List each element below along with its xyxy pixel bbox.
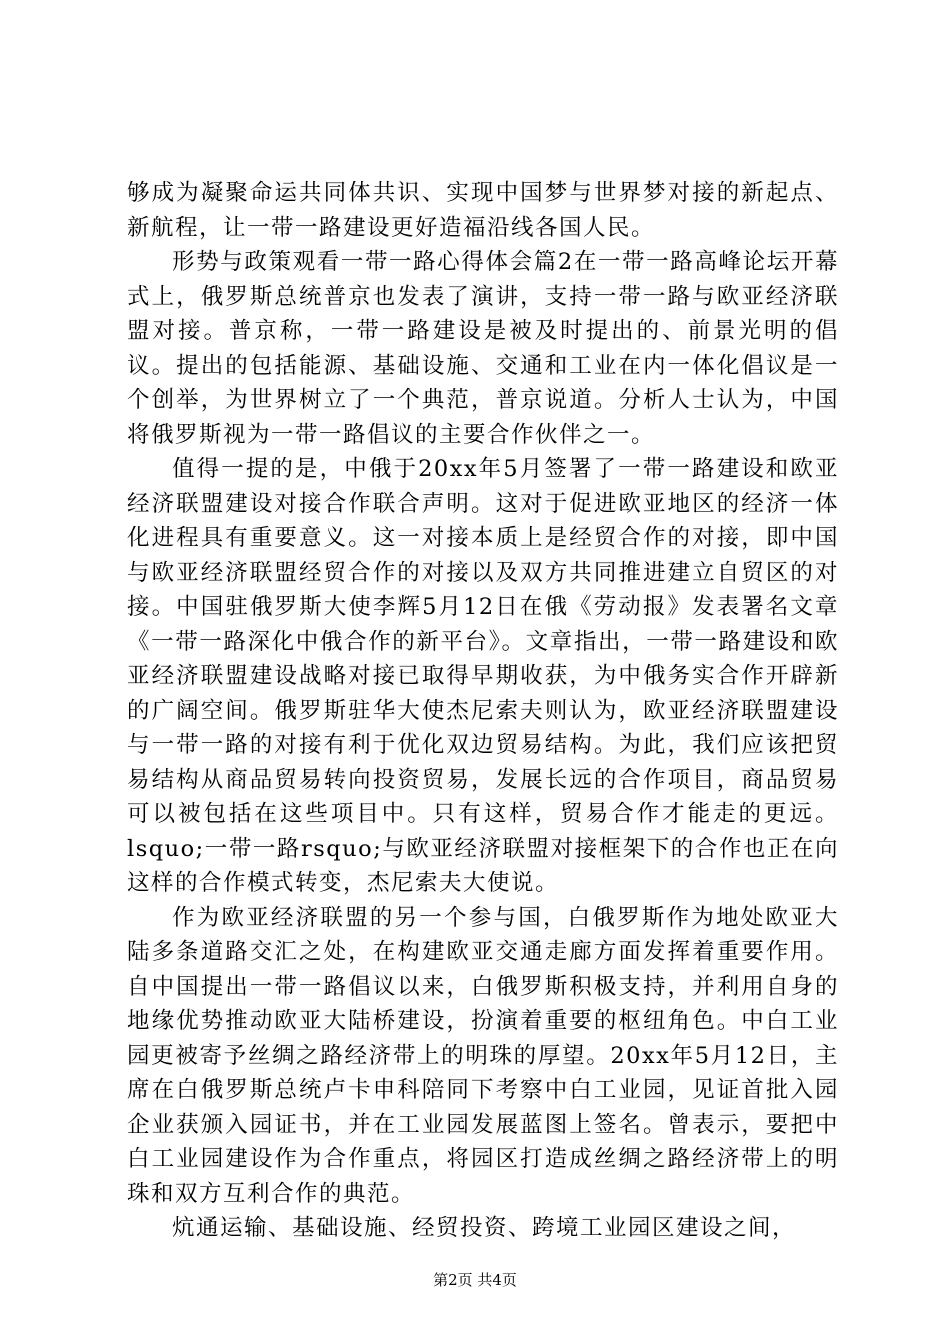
paragraph-putin-speech: 形势与政策观看一带一路心得体会篇2在一带一路高峰论坛开幕式上，俄罗斯总统普京也发表了演讲，支持一带一路与欧亚经济联盟对接。普京称，一带一路建设是被及时提出的、前景光明的倡议。提出的包括能源、基础设施、交通和工业在内一体化倡议是一个创举，为世界树立了一个典范，普京说道。分析人士认为，中国将俄罗斯视为一带一路倡议的主要合作伙伴之一。 xyxy=(127,249,839,448)
paragraph-joint-statement: 值得一提的是，中俄于20xx年5月签署了一带一路建设和欧亚经济联盟建设对接合作联合声明。这对于促进欧亚地区的经济一体化进程具有重要意义。这一对接本质上是经贸合作的对接，即中国与欧亚经济联盟经贸合作的对接以及双方共同推进建立自贸区的对接。中国驻俄罗斯大使李辉5月12日在俄《劳动报》发表署名文章《一带一路深化中俄合作的新平台》。文章指出，一带一路建设和欧亚经济联盟建设战略对接已取得早期收获，为中俄务实合作开辟新的广阔空间。俄罗斯驻华大使杰尼索夫则认为，欧亚经济联盟建设与一带一路的对接有利于优化双边贸易结构。为此，我们应该把贸易结构从商品贸易转向投资贸易，发展长远的合作项目，商品贸易可以被包括在这些项目中。只有这样，贸易合作才能走的更远。lsquo;一带一路rsquo;与欧亚经济联盟对接框架下的合作也正在向这样的合作模式转变，杰尼索夫大使说。 xyxy=(127,456,839,896)
paragraph-transport: 炕通运输、基础设施、经贸投资、跨境工业园区建设之间， xyxy=(172,1215,797,1241)
page-number: 第2页 共4页 xyxy=(433,1271,517,1289)
paragraph-belarus: 作为欧亚经济联盟的另一个参与国，白俄罗斯作为地处欧亚大陆多条道路交汇之处，在构建欧亚交通走廊方面发挥着重要作用。自中国提出一带一路倡议以来，白俄罗斯积极支持，并利用自身的地缘优势推动欧亚大陆桥建设，扮演着重要的枢纽角色。中白工业园更被寄予丝绸之路经济带上的明珠的厚望。20xx年5月12日，主席在白俄罗斯总统卢卡申科陪同下考察中白工业园，见证首批入园企业获颁入园证书，并在工业园发展蓝图上签名。曾表示，要把中白工业园建设作为合作重点，将园区打造成丝绸之路经济带上的明珠和双方互利合作的典范。 xyxy=(127,904,839,1207)
paragraph-continuation: 够成为凝聚命运共同体共识、实现中国梦与世界梦对接的新起点、新航程，让一带一路建设更好造福沿线各国人民。 xyxy=(127,180,839,241)
document-body xyxy=(127,176,839,1246)
